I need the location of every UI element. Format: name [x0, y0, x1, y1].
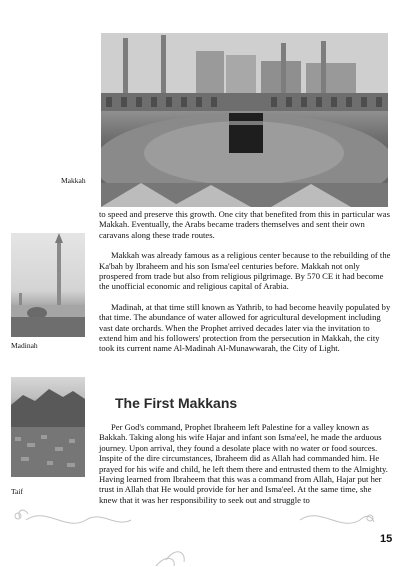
section-heading: The First Makkans [115, 395, 238, 411]
paragraph-3: Madinah, at that time still known as Yathrib, to had become heavily populated by that time. The abundance of water allowed for agricultural development including vast date orchards. When the Prophet arrived decades later via the invitation to extend him and his followers' protection from the persecution in Makkah, the city took its current name Al-Madinah Al-Munawwarah, the City of Light. [99, 301, 391, 354]
text-column-top [99, 209, 391, 354]
text-column-bottom [99, 422, 391, 505]
taif-caption: Taif [11, 487, 23, 496]
floral-ornament-icon [300, 508, 380, 567]
paragraph-1: to speed and preserve this growth. One city that benefited from this in particular was Makkah. Eventually, the Arabs became traders themselves and sent their own caravans along these trade routes. [99, 209, 390, 240]
madinah-photo [11, 233, 85, 337]
madinah-caption: Madinah [11, 341, 38, 350]
taif-photo [11, 377, 85, 477]
madinah-photo-illustration [11, 233, 85, 337]
taif-photo-illustration [11, 377, 85, 477]
page-number: 15 [380, 533, 393, 545]
paragraph-2: Makkah was already famous as a religious center because to the rebuilding of the Ka'bah by Ibraheem and his son Isma'eel centuries before. Makkah not only prospered from trade but also from religious pilgrimage. By 570 CE it had become the unofficial economic and religious capital of Arabia. [99, 250, 391, 292]
makkah-caption: Makkah [61, 176, 86, 185]
makkah-photo [101, 33, 388, 207]
paragraph-4: Per God's command, Prophet Ibraheem left Palestine for a valley known as Bakkah. Taking along his wife Hajar and infant son Isma'eel, he made the arduous journey. Upon arrival, they found a desolate place with no water or food sources. Inspite of the dire circumstances, Ibraheem did as Allah had commanded him. He prayed for his wife and child, he left them there and entrusted them to the Almighty. Having learned from Ibraheem that this was a command from Allah, Hajar put her trust in Allah that He would provide for her and Isma'eel. At the same time, she knew that it was her responsibility to seek out and struggle to [99, 422, 388, 505]
floral-ornament-icon [6, 508, 196, 567]
makkah-photo-illustration [101, 33, 388, 207]
